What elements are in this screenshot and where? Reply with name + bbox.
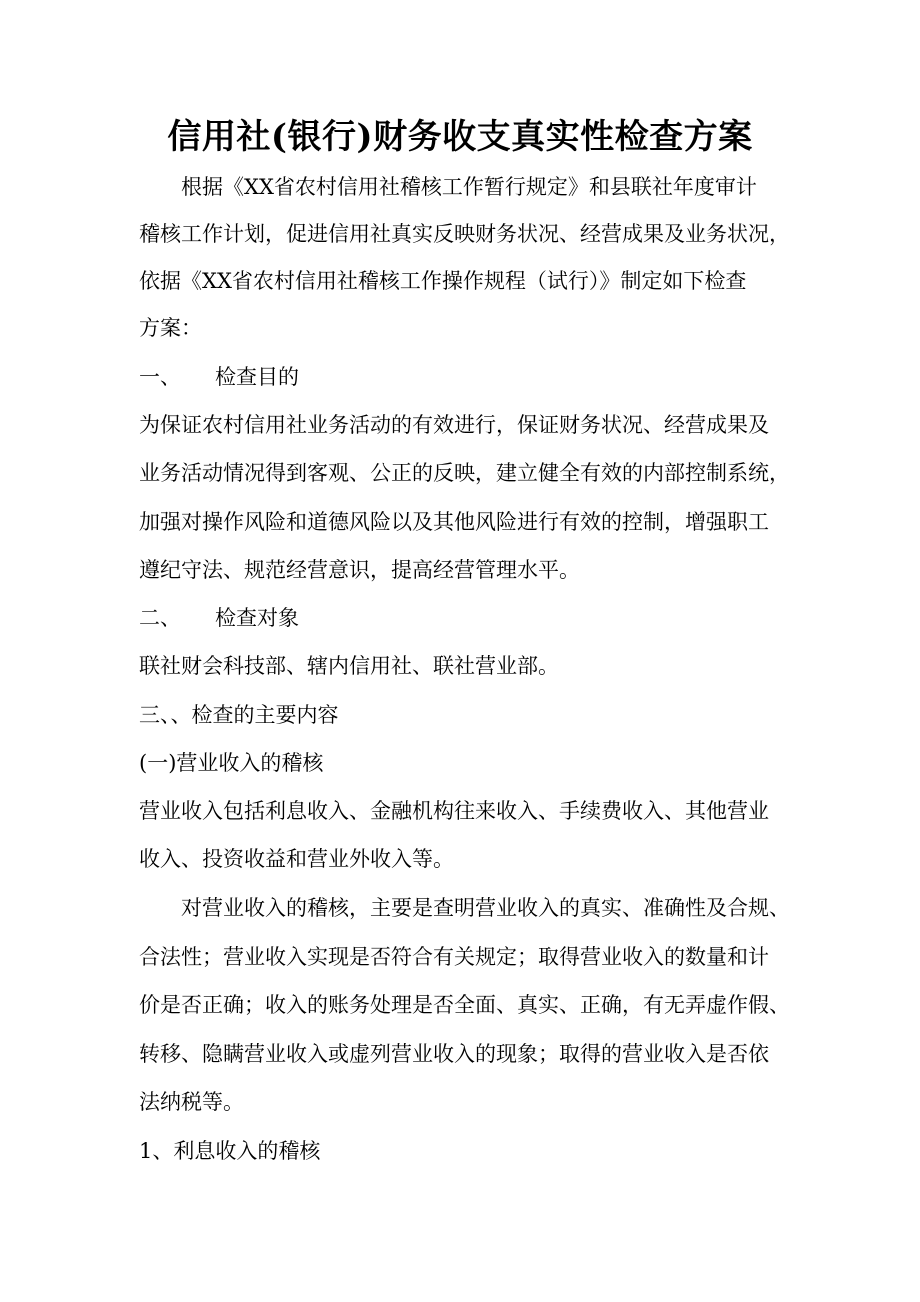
intro-line-3: 依据《XX省农村信用社稽核工作操作规程（试行）》制定如下检查 bbox=[139, 269, 747, 293]
section-1-line-4: 遵纪守法、规范经营意识，提高经营管理水平。 bbox=[139, 558, 580, 582]
section-2-number: 二、 bbox=[139, 606, 181, 630]
section-3-para-line-2: 合法性；营业收入实现是否符合有关规定；取得营业收入的数量和计 bbox=[139, 945, 769, 969]
section-2-label: 检查对象 bbox=[215, 606, 299, 630]
section-3-para-line-4: 转移、隐瞒营业收入或虚列营业收入的现象；取得的营业收入是否依 bbox=[139, 1042, 769, 1066]
section-3-item-1: 1、利息收入的稽核 bbox=[139, 1139, 321, 1163]
section-2-line-1: 联社财会科技部、辖内信用社、联社营业部。 bbox=[139, 654, 559, 678]
section-1-line-3: 加强对操作风险和道德风险以及其他风险进行有效的控制，增强职工 bbox=[139, 510, 769, 534]
document-title: 信用社(银行)财务收支真实性检查方案 bbox=[167, 117, 753, 157]
section-3-sub-line-2: 收入、投资收益和营业外收入等。 bbox=[139, 847, 454, 871]
section-3-subheading: (一)营业收入的稽核 bbox=[139, 751, 324, 775]
intro-line-4: 方案： bbox=[139, 316, 202, 340]
section-2-heading bbox=[139, 603, 299, 633]
section-3-para-line-1: 对营业收入的稽核，主要是查明营业收入的真实、准确性及合规、 bbox=[181, 896, 790, 920]
section-3-sub-line-1: 营业收入包括利息收入、金融机构往来收入、手续费收入、其他营业 bbox=[139, 799, 769, 823]
section-1-number: 一、 bbox=[139, 365, 181, 389]
intro-line-2: 稽核工作计划，促进信用社真实反映财务状况、经营成果及业务状况， bbox=[139, 222, 790, 246]
section-1-line-1: 为保证农村信用社业务活动的有效进行，保证财务状况、经营成果及 bbox=[139, 413, 769, 437]
section-3-para-line-3: 价是否正确；收入的账务处理是否全面、真实、正确，有无弄虚作假、 bbox=[139, 993, 790, 1017]
section-3-heading: 三、、检查的主要内容 bbox=[139, 703, 339, 727]
intro-line-1: 根据《XX省农村信用社稽核工作暂行规定》和县联社年度审计 bbox=[181, 175, 757, 199]
section-1-label: 检查目的 bbox=[215, 365, 299, 389]
section-1-heading bbox=[139, 362, 299, 392]
section-1-line-2: 业务活动情况得到客观、公正的反映，建立健全有效的内部控制系统， bbox=[139, 461, 790, 485]
section-3-para-line-5: 法纳税等。 bbox=[139, 1090, 244, 1114]
